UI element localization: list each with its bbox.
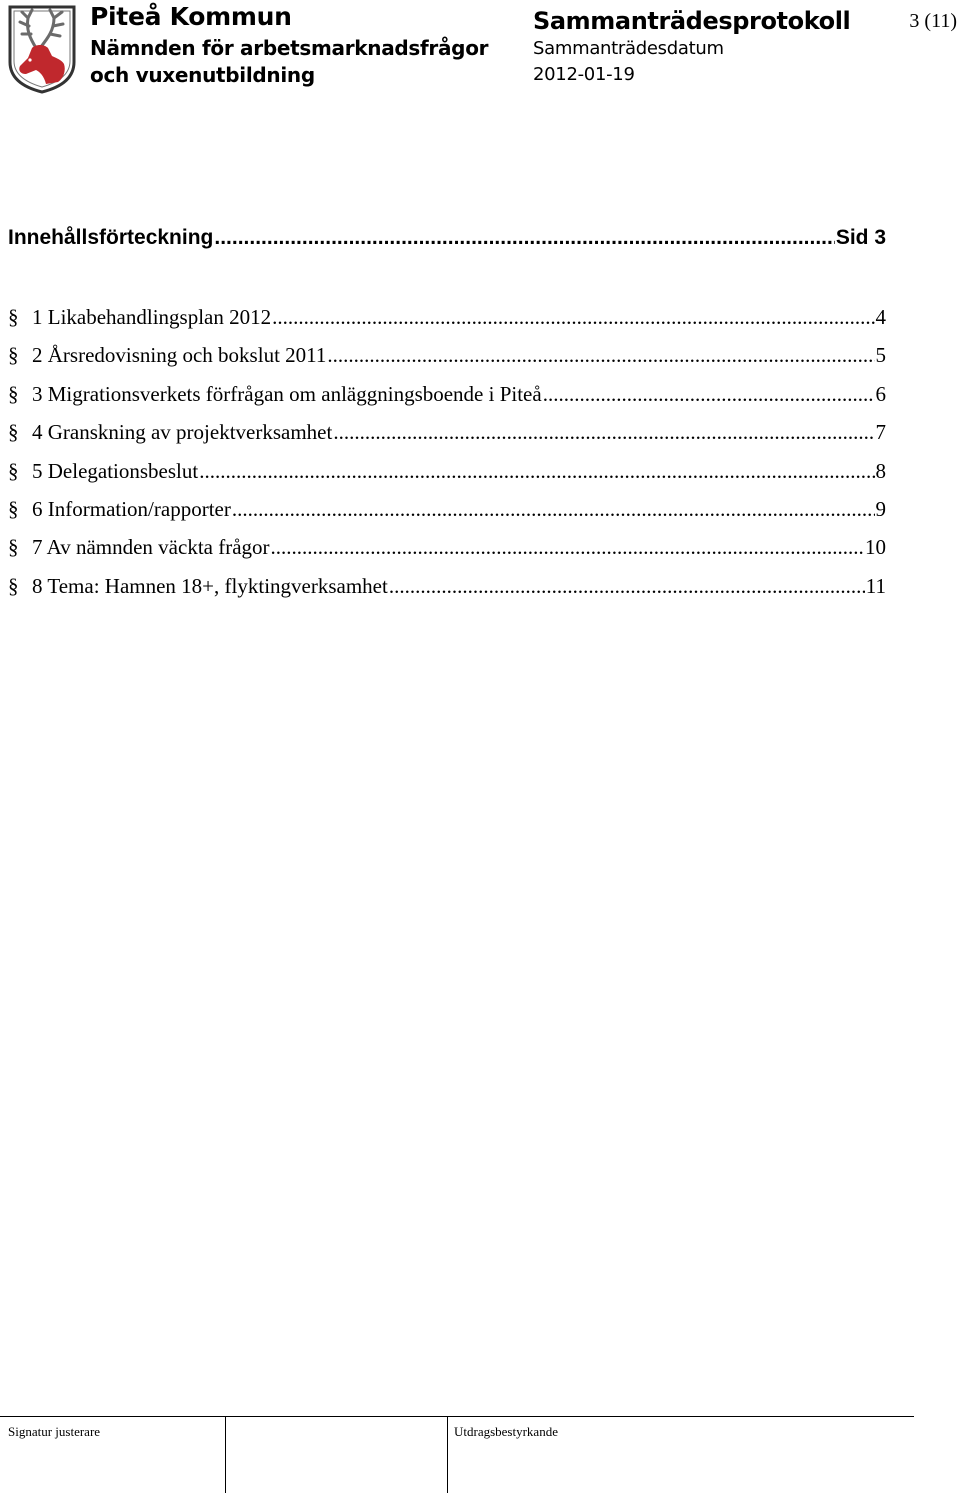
meeting-date: 2012-01-19: [533, 64, 635, 85]
section-symbol: §: [8, 381, 19, 406]
toc-entry-label: 6 Information/rapporter: [32, 496, 231, 521]
toc-entry[interactable]: [8, 535, 886, 573]
toc-entry-page: 11: [865, 573, 886, 598]
dot-leader: [214, 226, 834, 250]
reindeer-coat-of-arms-icon: [6, 4, 78, 94]
organization-block: [90, 4, 488, 89]
section-symbol: §: [8, 573, 19, 598]
toc-entry[interactable]: [8, 420, 886, 458]
page-number: 3 (11): [909, 10, 957, 32]
dot-leader: [271, 535, 864, 560]
toc-entry-label: 2 Årsredovisning och bokslut 2011: [32, 343, 327, 368]
toc-entry-page: 7: [875, 420, 886, 445]
toc-entry-page: 4: [875, 305, 886, 329]
toc-entry-label: 1 Likabehandlingsplan 2012: [32, 305, 272, 329]
section-symbol: §: [8, 535, 19, 560]
toc-entry[interactable]: [8, 497, 886, 535]
toc-entry-page: 5: [875, 343, 886, 368]
dot-leader: [543, 382, 875, 407]
toc-entry[interactable]: [8, 459, 886, 497]
toc-entry[interactable]: [8, 574, 886, 612]
toc-entry-label: 8 Tema: Hamnen 18+, flyktingverksamhet: [32, 573, 388, 598]
toc-entry-label: 7 Av nämnden väckta frågor: [32, 535, 270, 560]
document-info: [533, 6, 850, 88]
dot-leader: [272, 305, 874, 330]
toc-heading: [8, 226, 886, 250]
extract-label: Utdragsbestyrkande: [454, 1424, 558, 1439]
signature-footer: [0, 1416, 914, 1493]
toc-entry[interactable]: [8, 305, 886, 343]
section-symbol: §: [8, 458, 19, 483]
dot-leader: [327, 343, 874, 368]
board-name-line1: Nämnden för arbetsmarknadsfrågor: [90, 36, 489, 60]
signature-label: Signatur justerare: [8, 1424, 101, 1439]
extract-cell: [447, 1417, 915, 1493]
dot-leader: [232, 497, 875, 522]
toc-entry-page: 10: [865, 535, 886, 560]
section-symbol: §: [8, 496, 19, 521]
section-symbol: §: [8, 343, 19, 368]
toc-entry-page: 6: [875, 381, 886, 406]
toc-entry-page: 8: [875, 458, 886, 483]
dot-leader: [389, 574, 865, 599]
dot-leader: [333, 420, 874, 445]
dot-leader: [199, 459, 874, 484]
toc-entry-label: 4 Granskning av projektverksamhet: [32, 420, 333, 445]
signature-blank-cell: [225, 1417, 448, 1493]
toc-entry-label: 5 Delegationsbeslut: [32, 458, 199, 483]
signature-cell: [0, 1417, 225, 1493]
document-type: Sammanträdesprotokoll: [533, 7, 851, 35]
toc-heading-page: Sid 3: [835, 226, 886, 249]
org-name: Piteå Kommun: [90, 2, 292, 31]
toc-heading-label: Innehållsförteckning: [8, 226, 214, 249]
toc-list: [8, 305, 886, 612]
section-symbol: §: [8, 420, 19, 445]
date-label: Sammanträdesdatum: [533, 38, 724, 59]
toc-entry[interactable]: [8, 343, 886, 381]
toc-entry-page: 9: [875, 496, 886, 521]
toc-entry-label: 3 Migrationsverkets förfrågan om anläggningsboende i Piteå: [32, 381, 542, 406]
section-symbol: §: [8, 305, 19, 329]
board-name-line2: och vuxenutbildning: [90, 63, 315, 87]
toc-entry[interactable]: [8, 382, 886, 420]
